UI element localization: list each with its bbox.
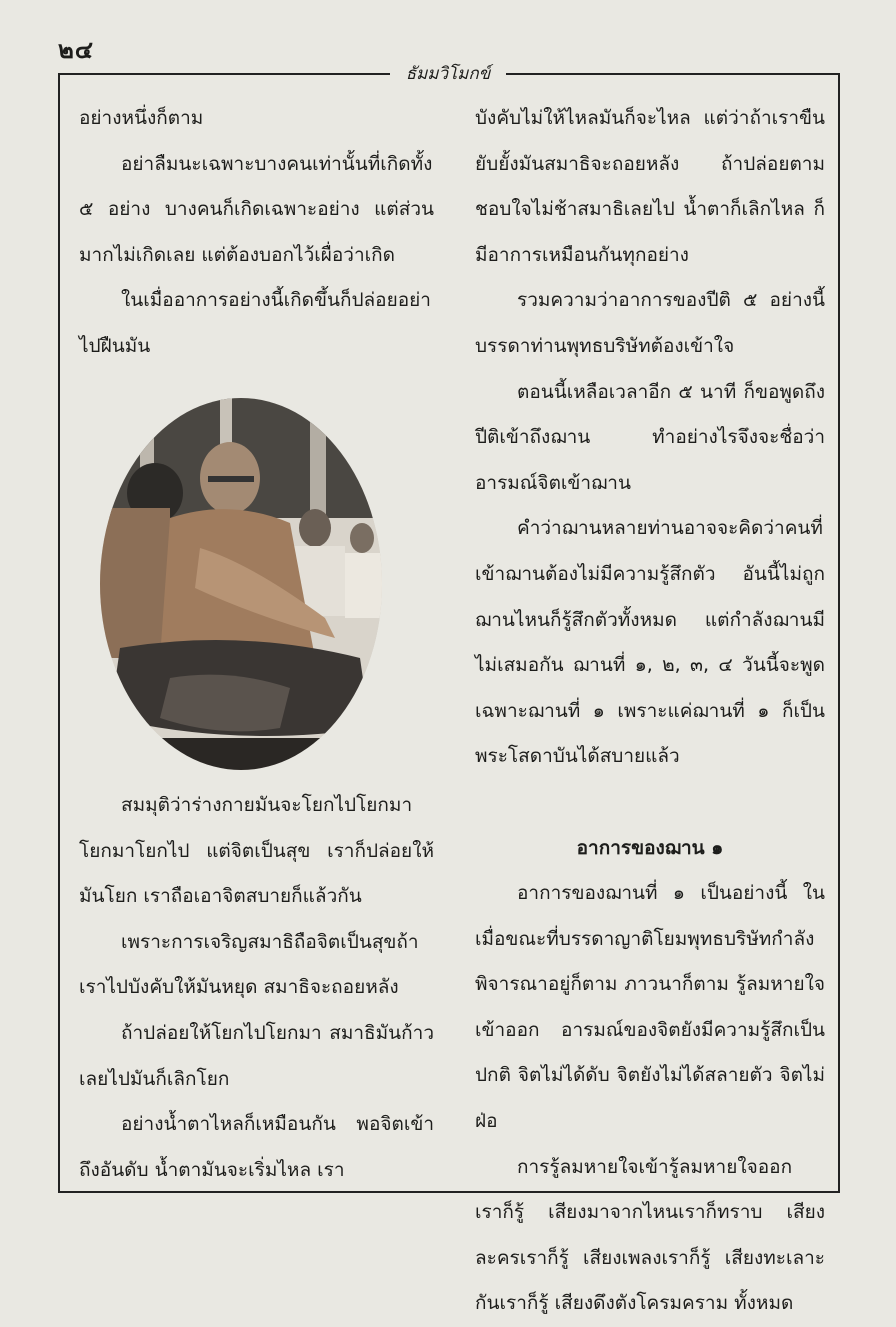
paragraph: สมมุติว่าร่างกายมันจะโยกไปโยกมาโยกมาโยกไป แต่จิตเป็นสุข เราก็ปล่อยให้มันโยก เราถือเอาจิตสบายก็แล้วกัน <box>79 794 434 908</box>
right-column <box>475 96 825 1327</box>
left-column-bottom <box>79 783 434 1193</box>
monk-photo <box>100 398 382 770</box>
paragraph: อย่างหนึ่งก็ตาม <box>79 107 204 129</box>
paragraph: ถ้าปล่อยให้โยกไปโยกมา สมาธิมันก้าวเลยไปมันก็เลิกโยก <box>79 1021 434 1090</box>
paragraph: การรู้ลมหายใจเข้ารู้ลมหายใจออก เราก็รู้ เสียงมาจากไหนเราก็ทราบ เสียงละครเราก็รู้ เสียงเพลงเราก็รู้ เสียงทะเลาะกันเราก็รู้ เสียงดึงตังโครมคราม ทั้งหมด <box>475 1155 825 1315</box>
left-column-top <box>79 96 434 370</box>
spacer <box>475 780 825 826</box>
paragraph: อาการของฌานที่ ๑ เป็นอย่างนี้ ในเมื่อขณะที่บรรดาญาติโยมพุทธบริษัทกำลังพิจารณาอยู่ก็ตาม ภาวนาก็ตาม รู้ลมหายใจเข้าออก อารมณ์ของจิตยังมีความรู้สึกเป็นปกติ จิตไม่ได้ดับ จิตยังไม่ได้สลายตัว จิตไม่ฝ่อ <box>475 882 825 1133</box>
page-number: ๒๔ <box>58 36 94 64</box>
monk-photo-illustration <box>100 398 382 770</box>
paragraph: รวมความว่าอาการของปีติ ๕ อย่างนี้บรรดาท่านพุทธบริษัทต้องเข้าใจ <box>475 289 825 357</box>
paragraph: เพราะการเจริญสมาธิถือจิตเป็นสุขถ้าเราไปบังคับให้มันหยุด สมาธิจะถอยหลัง <box>79 930 419 999</box>
paragraph: ในเมื่ออาการอย่างนี้เกิดขึ้นก็ปล่อยอย่าไปฝืนมัน <box>79 289 431 357</box>
paragraph: ตอนนี้เหลือเวลาอีก ๕ นาที ก็ขอพูดถึงปีติเข้าถึงฌาน ทำอย่างไรจึงจะชื่อว่าอารมณ์จิตเข้าฌาน <box>475 380 825 494</box>
paragraph: อย่างน้ำตาไหลก็เหมือนกัน พอจิตเข้าถึงอันดับ น้ำตามันจะเริ่มไหล เรา <box>79 1113 434 1181</box>
paragraph: บังคับไม่ให้ไหลมันก็จะไหล แต่ว่าถ้าเราขืนยับยั้งมันสมาธิจะถอยหลัง ถ้าปล่อยตามชอบใจไม่ช้าสมาธิเลยไป น้ำตาก็เลิกไหล ก็มีอาการเหมือนกันทุกอย่าง <box>475 107 825 266</box>
paragraph: อย่าลืมนะเฉพาะบางคนเท่านั้นที่เกิดทั้ง ๕ อย่าง บางคนก็เกิดเฉพาะอย่าง แต่ส่วนมากไม่เกิดเลย แต่ต้องบอกไว้เผื่อว่าเกิด <box>79 152 434 266</box>
section-heading: อาการของฌาน ๑ <box>576 836 724 859</box>
running-head: ธัมมวิโมกข์ <box>405 64 491 84</box>
paragraph: คำว่าฌานหลายท่านอาจจะคิดว่าคนที่เข้าฌานต้องไม่มีความรู้สึกตัว อันนี้ไม่ถูก ฌานไหนก็รู้สึกตัวทั้งหมด แต่กำลังฌานมีไม่เสมอกัน ฌานที่ ๑, ๒, ๓, ๔ วันนี้จะพูดเฉพาะฌานที่ ๑ เพราะแค่ฌานที่ ๑ ก็เป็นพระโสดาบันได้สบายแล้ว <box>475 517 825 768</box>
